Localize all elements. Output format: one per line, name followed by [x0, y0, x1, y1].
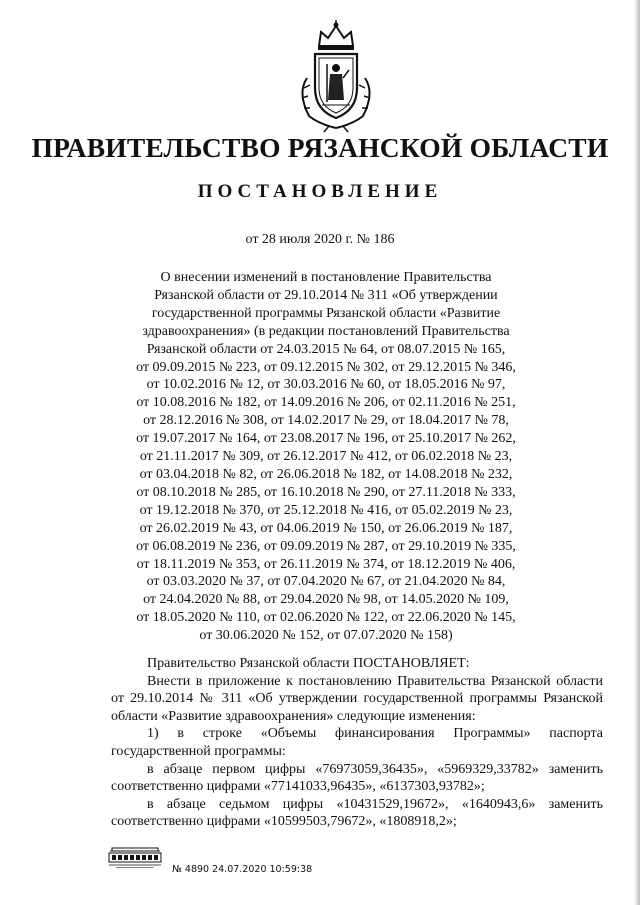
subject-line: от 09.09.2015 № 223, от 09.12.2015 № 302, от 29.12.2015 № 346, [136, 359, 516, 375]
subject-line: от 18.11.2019 № 353, от 26.11.2019 № 374, от 18.12.2019 № 406, [136, 556, 516, 572]
subject-line: от 19.12.2018 № 370, от 25.12.2018 № 416, от 05.02.2019 № 23, [139, 502, 513, 518]
subject-line: от 03.03.2020 № 37, от 07.04.2020 № 67, от 21.04.2020 № 84, [146, 574, 506, 590]
subject-line: от 18.05.2020 № 110, от 02.06.2020 № 122, от 22.06.2020 № 145, [136, 610, 516, 626]
subject-line: от 03.04.2018 № 82, от 26.06.2018 № 182, от 14.08.2018 № 232, [139, 466, 513, 482]
paragraph-first-abzac: в абзаце первом цифры «76973059,36435», «5969329,33782» заменить соответственно цифрами «77141033,96435», «6137303,93782»; [111, 761, 603, 795]
subject-line: от 21.11.2017 № 309, от 26.12.2017 № 412, от 06.02.2018 № 23, [139, 449, 513, 465]
registration-number: № 4890 24.07.2020 10:59:38 [172, 864, 313, 875]
document-body [111, 655, 603, 831]
subject-line: от 30.06.2020 № 152, от 07.07.2020 № 158) [199, 628, 453, 644]
subject-line: здравоохранения» (в редакции постановлений Правительства [142, 323, 510, 339]
subject-line: от 24.04.2020 № 88, от 29.04.2020 № 98, от 14.05.2020 № 109, [143, 592, 509, 608]
subject-line: от 10.08.2016 № 182, от 14.09.2016 № 206, от 02.11.2016 № 251, [136, 395, 516, 411]
document-type: ПОСТАНОВЛЕНИЕ [197, 181, 443, 202]
subject-line: государственной программы Рязанской области «Развитие [151, 305, 501, 321]
subject-line: от 28.12.2016 № 308, от 14.02.2017 № 29, от 18.04.2017 № 78, [143, 413, 509, 429]
paragraph-seventh-abzac: в абзаце седьмом цифры «10431529,19672», «1640943,6» заменить соответственно цифрами «10599503,79672», «1808918,2»; [111, 796, 603, 830]
item-1-line-1: 1) в строке «Объемы финансирования Программы» паспорта [147, 726, 603, 742]
subject-line: от 26.02.2019 № 43, от 04.06.2019 № 150, от 26.06.2019 № 187, [139, 520, 513, 536]
body-paragraph-intro: Внести в приложение к постановлению Правительства Рязанской области от 29.10.2014 № 311 «Об утверждении государственной программы Рязанской области «Развитие здравоохранения» следующие изменения: [111, 673, 603, 724]
organization-title: ПРАВИТЕЛЬСТВО РЯЗАНСКОЙ ОБЛАСТИ [31, 132, 609, 163]
subject-line: Рязанской области от 29.10.2014 № 311 «Об утверждении [154, 287, 498, 303]
coat-of-arms-icon [291, 18, 381, 133]
subject-line: Рязанской области от 24.03.2015 № 64, от 08.07.2015 № 165, [146, 341, 506, 357]
subject-line: от 06.08.2019 № 236, от 09.09.2019 № 287, от 29.10.2019 № 335, [136, 538, 516, 554]
document-subject [106, 269, 546, 645]
subject-line: от 19.07.2017 № 164, от 23.08.2017 № 196, от 25.10.2017 № 262, [136, 431, 516, 447]
subject-line: от 08.10.2018 № 285, от 16.10.2018 № 290, от 27.11.2018 № 333, [136, 484, 516, 500]
subject-line: от 10.02.2016 № 12, от 30.03.2016 № 60, от 18.05.2016 № 97, [146, 377, 506, 393]
document-date-number: от 28 июля 2020 г. № 186 [245, 232, 395, 247]
item-1-line-2: государственной программы: [111, 743, 286, 759]
resolution-phrase: Правительство Рязанской области ПОСТАНОВЛЯЕТ: [147, 656, 470, 671]
registration-stamp-icon [106, 845, 164, 869]
subject-line: О внесении изменений в постановление Правительства [160, 270, 492, 285]
